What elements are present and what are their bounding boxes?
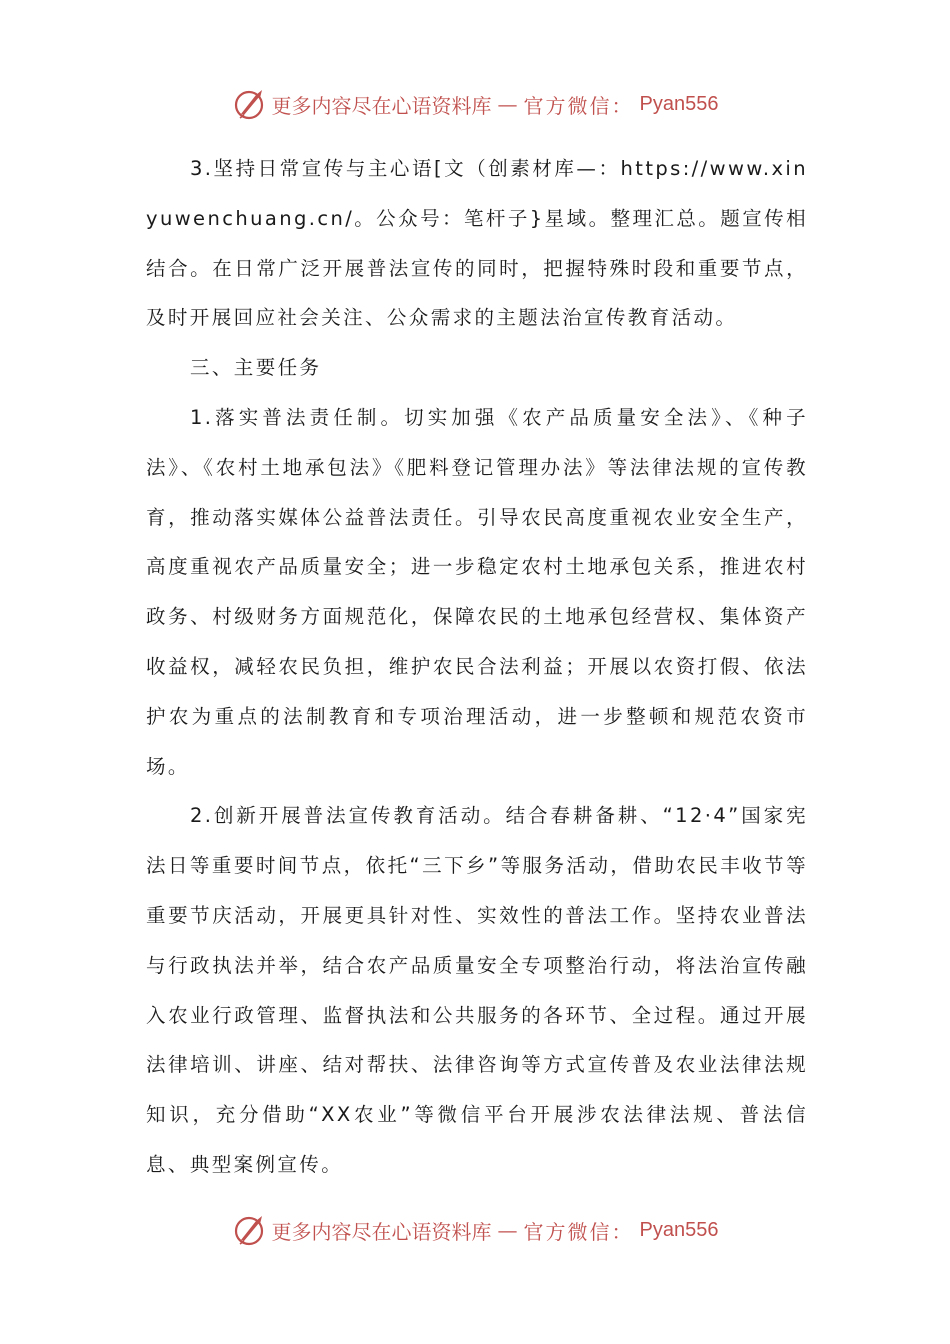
footer-watermark [0,1208,950,1252]
watermark-text: 更多内容尽在心语资料库 [271,93,492,118]
header-watermark [0,82,950,126]
paragraph: 3.坚持日常宣传与主心语[文（创素材库—：https://www.xinyuwenchuang.cn/。公众号：笔杆子}星域。整理汇总。题宣传相结合。在日常广泛开展普法宣传的同时，把握特殊时段和重要节点，及时开展回应社会关注、公众需求的主题法治宣传教育活动。 [146,157,808,330]
watermark-separator: — [497,92,518,116]
section-heading: 三、主要任务 [190,356,322,380]
watermark-text: 更多内容尽在心语资料库 [271,1219,492,1244]
paragraph: 1.落实普法责任制。切实加强《农产品质量安全法》、《种子法》、《农村土地承包法》《肥料登记管理办法》等法律法规的宣传教育，推动落实媒体公益普法责任。引导农民高度重视农业安全生产，高度重视农产品质量安全；进一步稳定农村土地承包关系，推进农村政务、村级财务方面规范化，保障农民的土地承包经营权、集体资产收益权，减轻农民负担，维护农民合法利益；开展以农资打假、依法护农为重点的法制教育和专项治理活动，进一步整顿和规范农资市场。 [146,405,808,778]
quill-pen-icon [232,1213,266,1247]
watermark-wechat-label: 官方微信： [523,1219,634,1244]
document-body [146,144,808,1190]
watermark-wechat-label: 官方微信： [523,93,634,118]
watermark-wechat-id: Pyan556 [639,1218,719,1241]
quill-pen-icon [232,87,266,121]
watermark-wechat-id: Pyan556 [639,92,719,115]
watermark-separator: — [497,1218,518,1242]
paragraph: 2.创新开展普法宣传教育活动。结合春耕备耕、“12·4”国家宪法日等重要时间节点，依托“三下乡”等服务活动，借助农民丰收节等重要节庆活动，开展更具针对性、实效性的普法工作。坚持农业普法与行政执法并举，结合农产品质量安全专项整治行动，将法治宣传融入农业行政管理、监督执法和公共服务的各环节、全过程。通过开展法律培训、讲座、结对帮扶、法律咨询等方式宣传普及农业法律法规知识，充分借助“XX农业”等微信平台开展涉农法律法规、普法信息、典型案例宣传。 [146,804,808,1176]
